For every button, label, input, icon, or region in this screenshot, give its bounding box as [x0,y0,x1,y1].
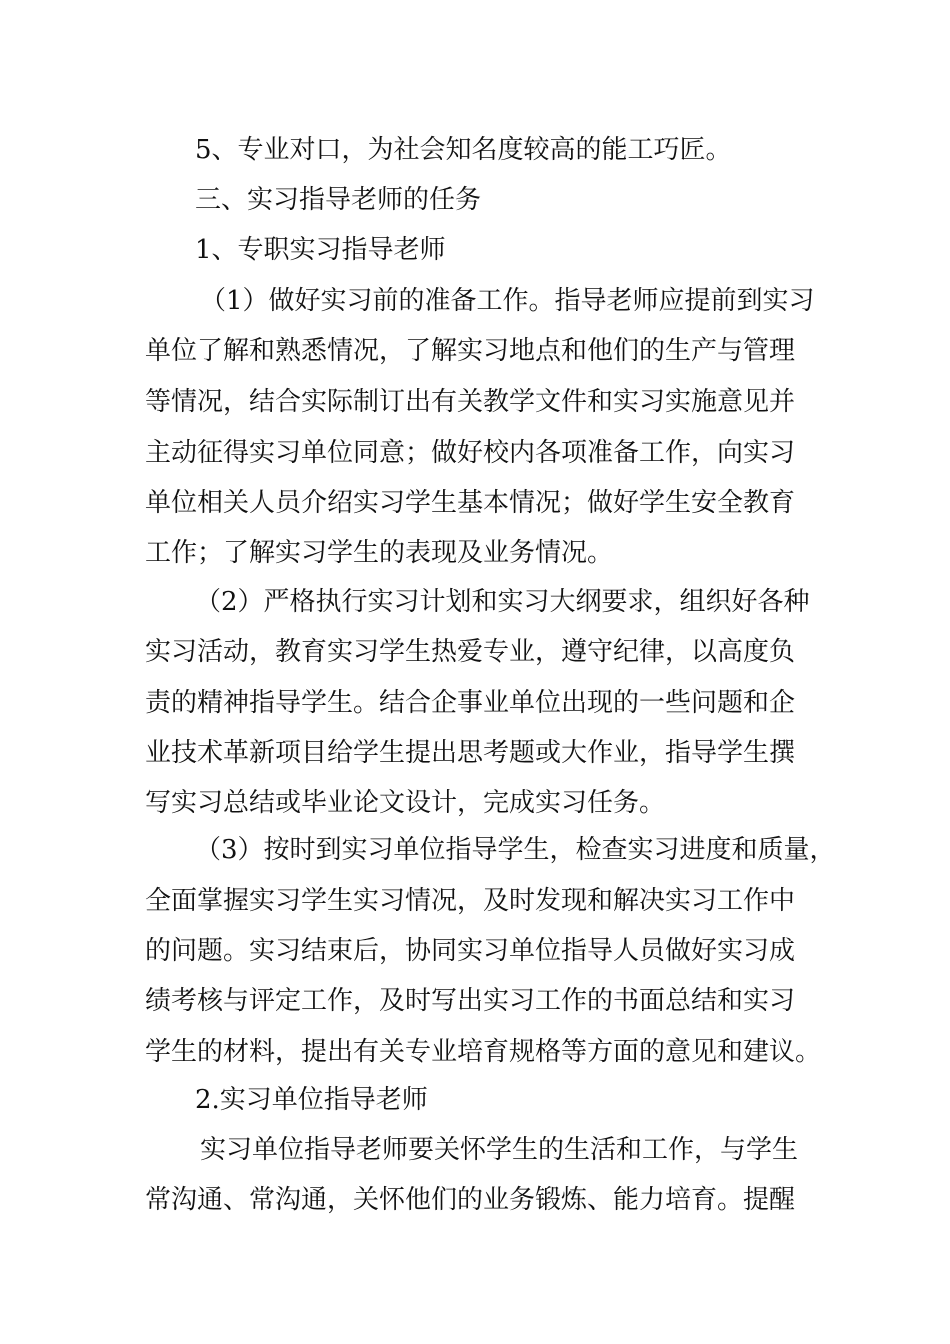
text-line: 实习单位指导老师要关怀学生的生活和工作，与学生 [200,1135,799,1165]
subsection-heading: 2.实习单位指导老师 [195,1085,428,1115]
text-line: 单位相关人员介绍实习学生基本情况；做好学生安全教育 [145,488,796,518]
text-line: （3）按时到实习单位指导学生，检查实习进度和质量， [195,835,836,865]
text-line: 实习活动，教育实习学生热爱专业，遵守纪律，以高度负 [145,637,796,667]
section-heading: 三、实习指导老师的任务 [195,185,482,215]
text-line: 常沟通、常沟通，关怀他们的业务锻炼、能力培育。提醒 [145,1185,796,1215]
text-line: 责的精神指导学生。结合企事业单位出现的一些问题和企 [145,688,796,718]
text-line: 的问题。实习结束后，协同实习单位指导人员做好实习成 [145,936,796,966]
text-line: （2）严格执行实习计划和实习大纲要求，组织好各种 [195,587,810,617]
text-line: （1）做好实习前的准备工作。指导老师应提前到实习 [200,286,815,316]
text-line: 学生的材料，提出有关专业培育规格等方面的意见和建议。 [145,1037,822,1067]
text-line: 业技术革新项目给学生提出思考题或大作业，指导学生撰 [145,738,796,768]
text-line: 写实习总结或毕业论文设计，完成实习任务。 [145,788,666,818]
text-line: 绩考核与评定工作，及时写出实习工作的书面总结和实习 [145,986,796,1016]
text-line: 工作；了解实习学生的表现及业务情况。 [145,538,614,568]
text-line: 全面掌握实习学生实习情况，及时发现和解决实习工作中 [145,886,796,916]
subsection-heading: 1、专职实习指导老师 [195,235,446,265]
text-line: 5、专业对口，为社会知名度较高的能工巧匠。 [195,135,732,165]
text-line: 等情况，结合实际制订出有关教学文件和实习实施意见并 [145,387,796,417]
text-line: 主动征得实习单位同意；做好校内各项准备工作，向实习 [145,438,796,468]
text-line: 单位了解和熟悉情况，了解实习地点和他们的生产与管理 [145,336,796,366]
